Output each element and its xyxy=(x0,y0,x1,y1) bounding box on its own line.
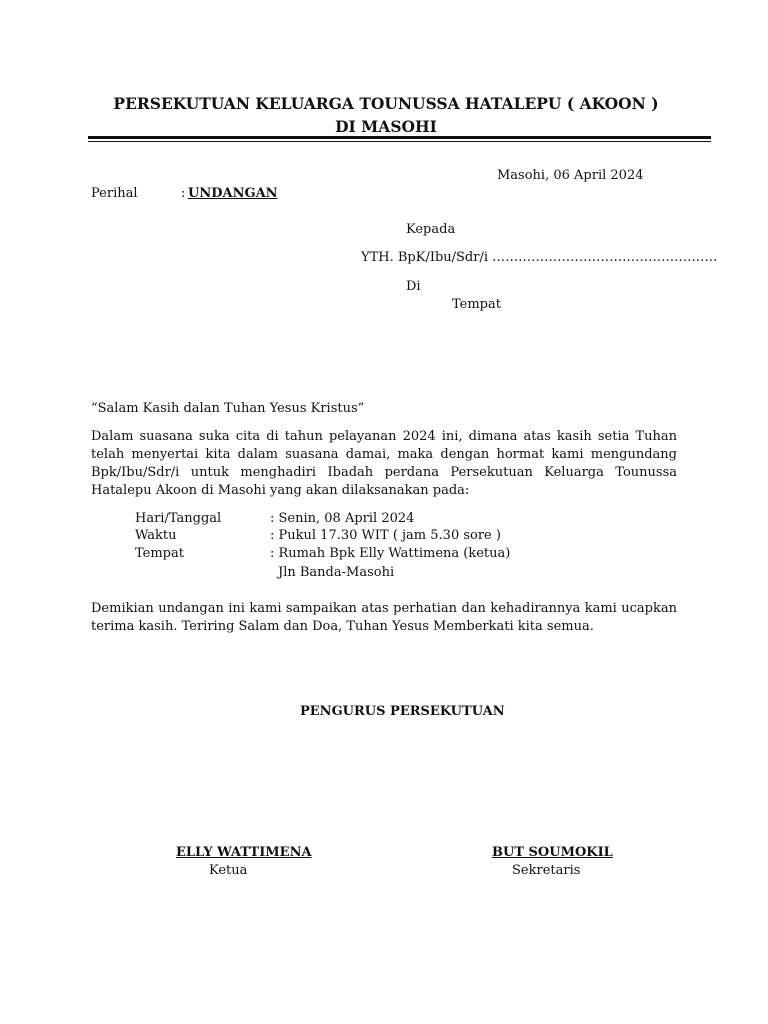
place-date: Masohi, 06 April 2024 xyxy=(497,168,644,183)
detail-label-date: Hari/Tanggal xyxy=(135,511,222,526)
recipient-di: Di xyxy=(406,279,421,294)
header-rule-thin xyxy=(88,141,711,142)
signature-name-chair: ELLY WATTIMENA xyxy=(176,845,312,860)
perihal-separator: : xyxy=(181,186,186,201)
perihal-label: Perihal xyxy=(91,186,138,201)
header-rule-thick xyxy=(88,136,711,139)
letterhead-title: PERSEKUTUAN KELUARGA TOUNUSSA HATALEPU ( AKOON ) xyxy=(113,94,659,113)
signature-role-secretary: Sekretaris xyxy=(512,863,581,878)
signature-name-secretary: BUT SOUMOKIL xyxy=(492,845,613,860)
letterhead-subtitle: DI MASOHI xyxy=(335,117,437,136)
detail-value-place: : Rumah Bpk Elly Wattimena (ketua) xyxy=(270,546,511,561)
greeting: “Salam Kasih dalan Tuhan Yesus Kristus” xyxy=(91,401,365,416)
perihal-value: UNDANGAN xyxy=(188,186,278,201)
detail-value-time: : Pukul 17.30 WIT ( jam 5.30 sore ) xyxy=(270,528,501,543)
recipient-kepada: Kepada xyxy=(406,222,456,237)
recipient-tempat: Tempat xyxy=(452,297,501,312)
detail-value-date: : Senin, 08 April 2024 xyxy=(270,511,415,526)
detail-label-time: Waktu xyxy=(135,528,177,543)
closing-paragraph: Demikian undangan ini kami sampaikan atas perhatian dan kehadirannya kami ucapkan terima kasih. Teriring Salam dan Doa, Tuhan Yesus Memberkati kita semua. xyxy=(91,601,677,634)
body-paragraph: Dalam suasana suka cita di tahun pelayanan 2024 ini, dimana atas kasih setia Tuhan telah menyertai kita dalam suasana damai, maka dengan hormat kami mengundang Bpk/Ibu/Sdr/i untuk menghadiri Ibadah perdana Persekutuan Keluarga Tounussa Hatalepu Akoon di Masohi yang akan dilaksanakan pada: xyxy=(91,429,677,498)
recipient-yth: YTH. BpK/Ibu/Sdr/i ……………………………………………. xyxy=(361,250,718,265)
signature-role-chair: Ketua xyxy=(209,863,248,878)
detail-address: Jln Banda-Masohi xyxy=(278,565,395,580)
signatory-heading: PENGURUS PERSEKUTUAN xyxy=(300,704,505,719)
detail-label-place: Tempat xyxy=(135,546,184,561)
